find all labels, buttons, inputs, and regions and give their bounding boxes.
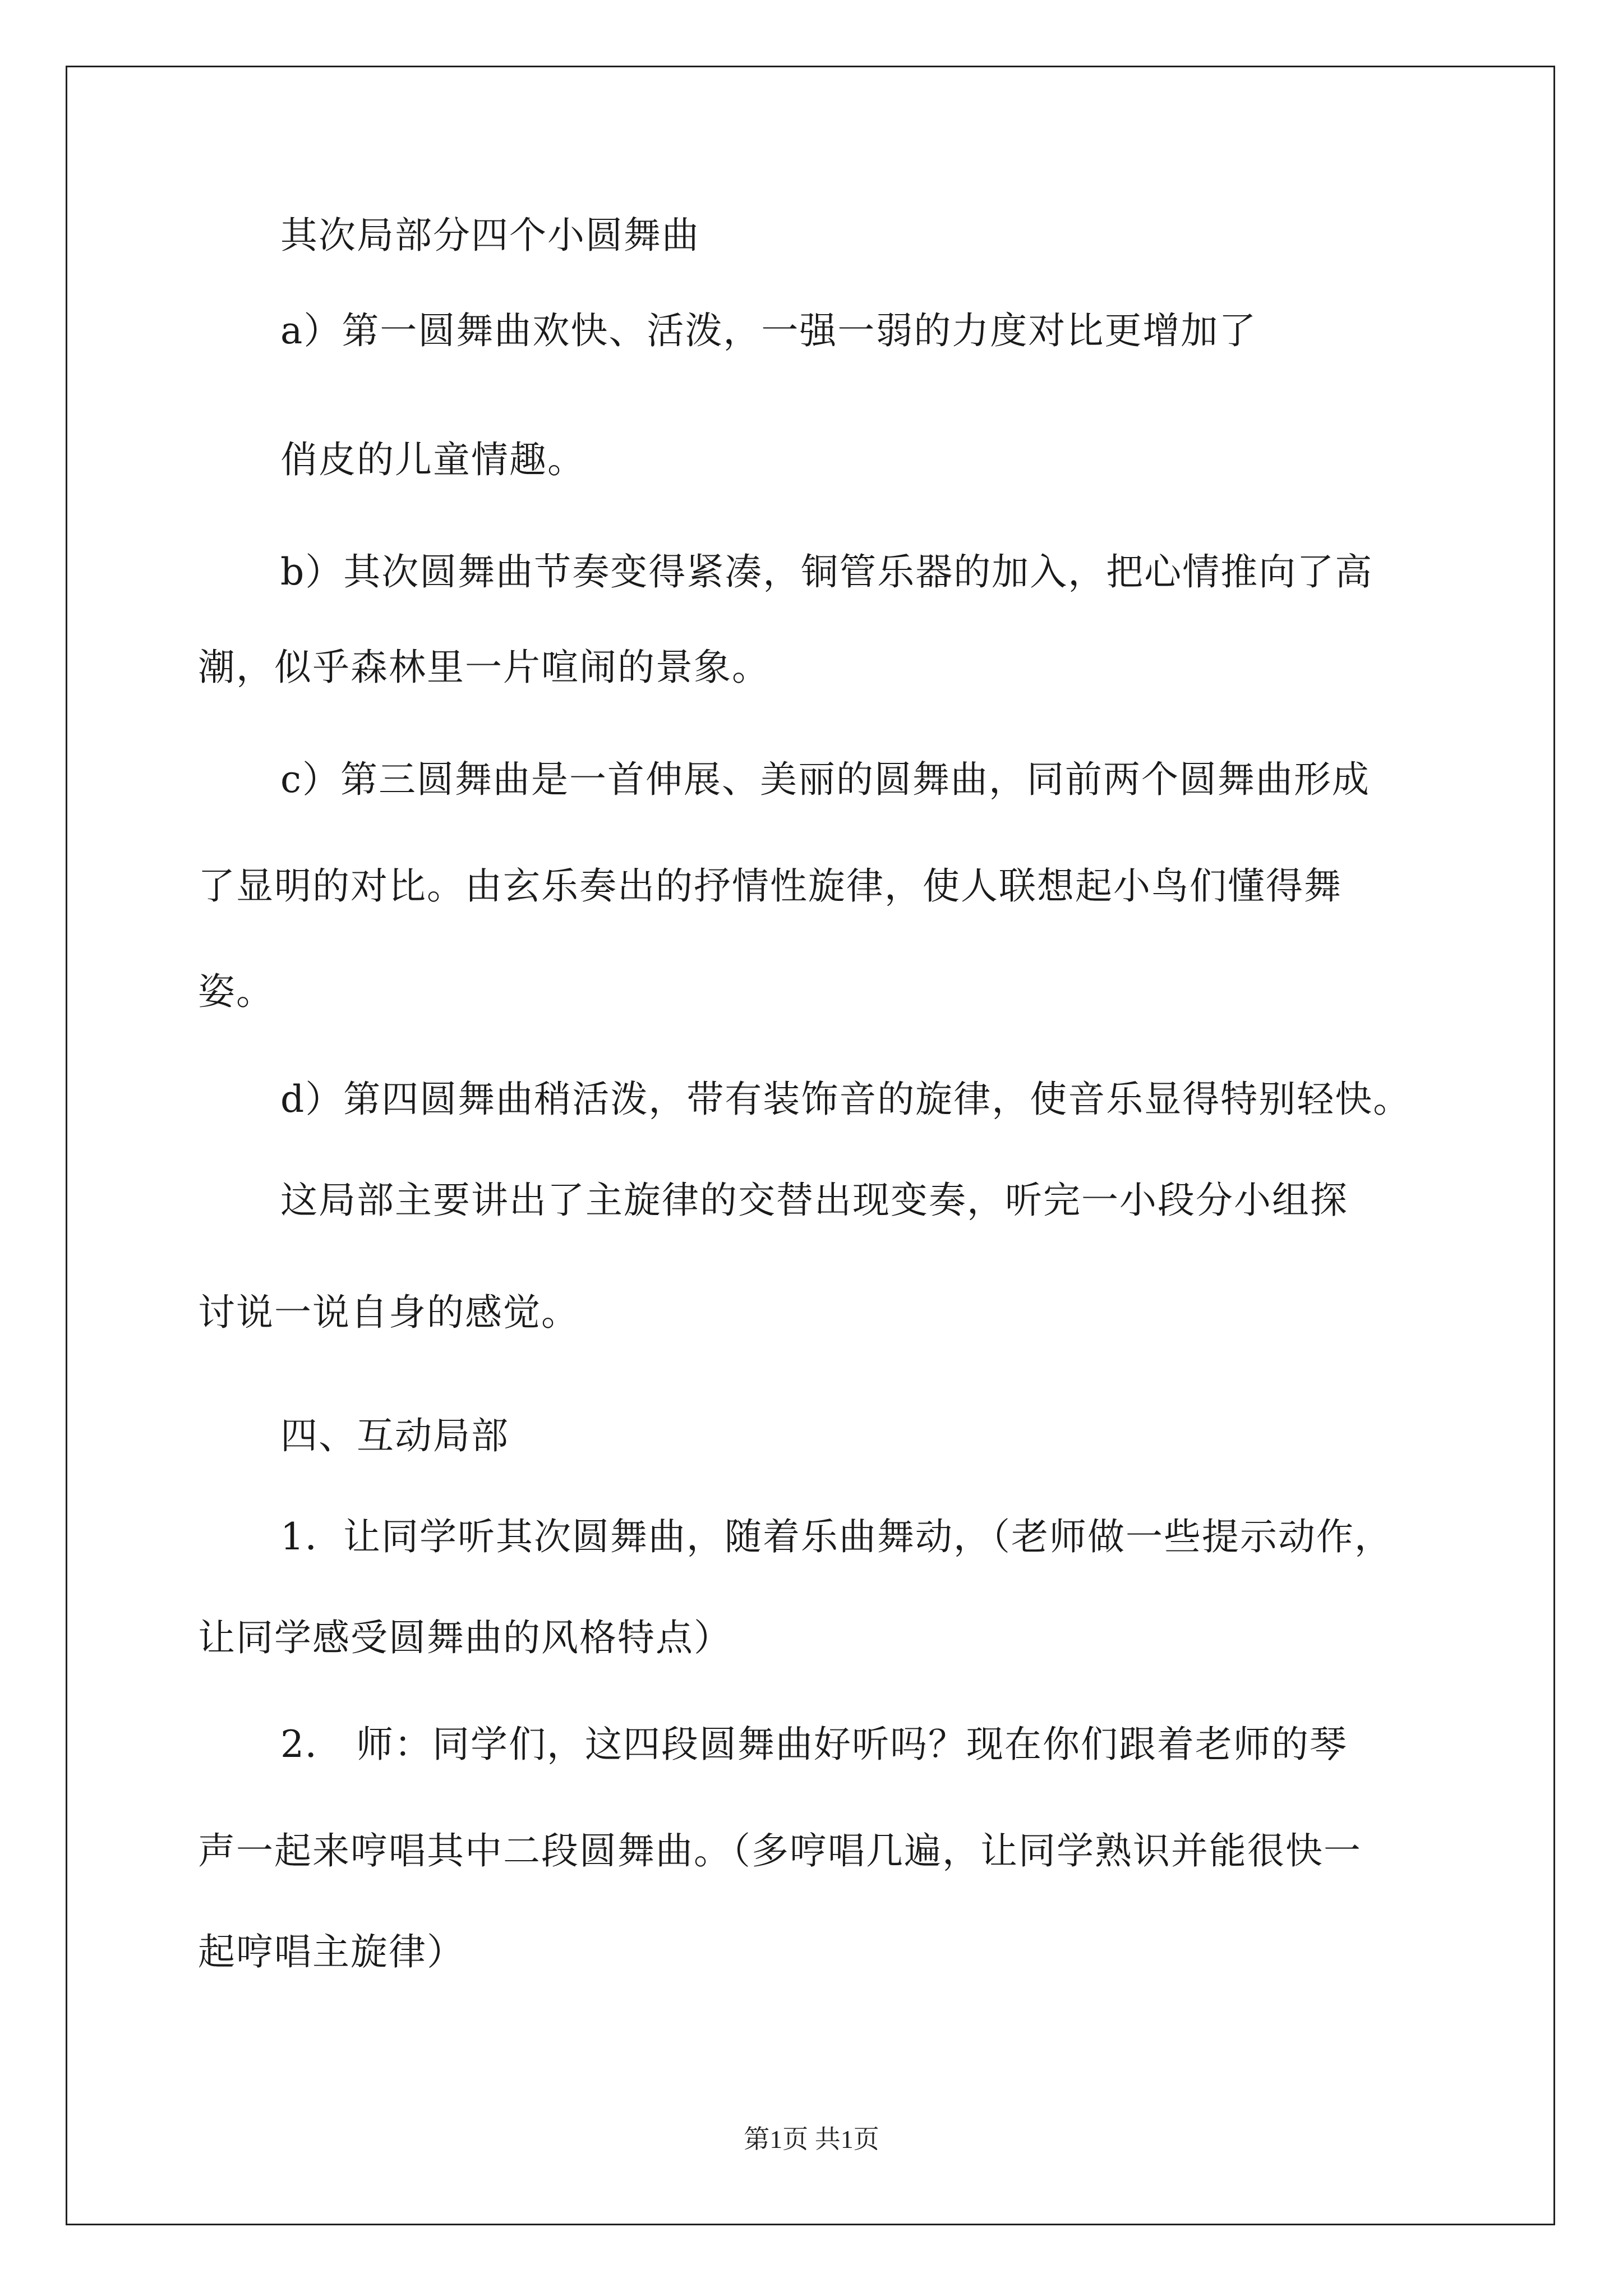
- text-line: 俏皮的儿童情趣。: [280, 438, 585, 481]
- text-line: 2． 师：同学们，这四段圆舞曲好听吗？现在你们跟着老师的琴: [280, 1723, 1348, 1766]
- text-line: b）其次圆舞曲节奏变得紧凑，铜管乐器的加入，把心情推向了高: [280, 550, 1373, 593]
- text-line: 这局部主要讲出了主旋律的交替出现变奏，听完一小段分小组探: [280, 1179, 1348, 1222]
- text-line: 讨说一说自身的感觉。: [198, 1291, 579, 1334]
- text-line: 了显明的对比。由玄乐奏出的抒情性旋律，使人联想起小鸟们懂得舞: [198, 864, 1342, 908]
- text-line: c）第三圆舞曲是一首伸展、美丽的圆舞曲，同前两个圆舞曲形成: [280, 758, 1370, 801]
- text-line: d）第四圆舞曲稍活泼，带有装饰音的旋律，使音乐显得特别轻快。: [280, 1078, 1412, 1121]
- text-line: 其次局部分四个小圆舞曲: [280, 214, 700, 257]
- text-line: 姿。: [198, 970, 274, 1013]
- text-line: 潮，似乎森林里一片喧闹的景象。: [198, 646, 770, 689]
- text-line: 声一起来哼唱其中二段圆舞曲。（多哼唱几遍，让同学熟识并能很快一: [198, 1829, 1362, 1872]
- section-heading: 四、互动局部: [280, 1414, 509, 1457]
- page-border: [66, 66, 1555, 2225]
- text-line: a）第一圆舞曲欢快、活泼，一强一弱的力度对比更增加了: [280, 309, 1257, 352]
- text-line: 1．让同学听其次圆舞曲，随着乐曲舞动，（老师做一些提示动作，: [280, 1515, 1393, 1558]
- page-number: 第1页 共1页: [744, 2125, 879, 2154]
- text-line: 让同学感受圆舞曲的风格特点）: [198, 1616, 732, 1659]
- text-line: 起哼唱主旋律）: [198, 1930, 465, 1973]
